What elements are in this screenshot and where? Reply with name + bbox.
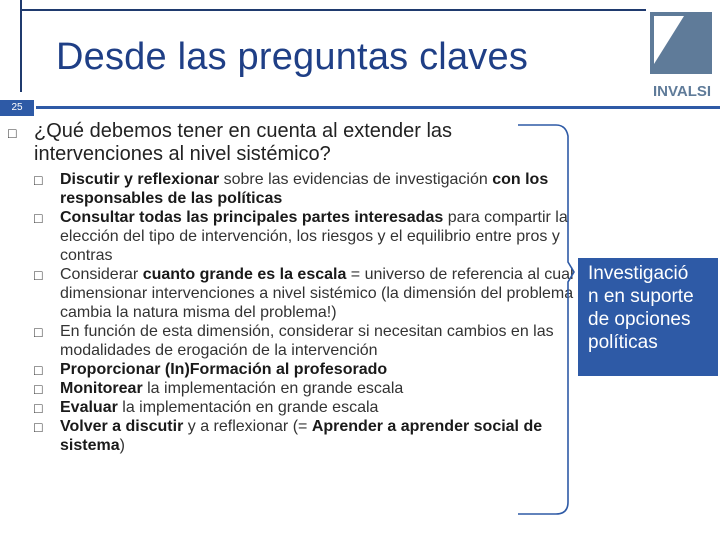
bullet-item [34,379,579,398]
bullet-text: para compartir la elección del tipo de intervención, los riesgos y el equilibrio entre pros y contras [60,209,568,264]
frame-top-line [20,9,646,11]
frame-left-line [20,0,22,92]
bullet-square-icon: □ [34,172,43,188]
bullet-item [34,398,579,417]
bullet-text: En función de esta dimensión, considerar si necesitan cambios en las modalidades de erogación de la intervención [60,323,554,359]
bullet-item [34,417,579,455]
main-question: ¿Qué debemos tener en cuenta al extender las intervenciones al nivel sistémico? [34,120,453,165]
separator-line [36,106,720,109]
slide-number: 25 [0,100,34,116]
bracket-connector [516,122,576,522]
bullet-square-icon: □ [8,125,17,141]
bullet-square-icon: □ [34,400,43,416]
bold-text: Volver a discutir [60,418,184,435]
callout-line: n en suporte [588,286,694,307]
bullet-square-icon: □ [34,267,43,283]
bold-text: Aprender a aprender social de sistema [60,418,543,454]
bullet-text: la implementación en grande escala [142,380,404,397]
bold-text: Proporcionar (In)Formación al profesorado [60,361,388,378]
slide-title: Desde las preguntas claves [56,36,529,78]
logo-text: INVALSI [652,83,712,100]
bullet-item [34,322,579,360]
bullet-list [34,170,579,455]
bullet-square-icon: □ [34,210,43,226]
bullet-square-icon: □ [34,419,43,435]
callout-box [578,258,718,376]
bold-text: Consultar todas las principales partes interesadas [60,209,444,226]
bullet-square-icon: □ [34,362,43,378]
callout-line: Investigació [588,263,689,284]
bullet-text: sobre las evidencias de investigación [219,171,493,188]
bullet-text: la implementación en grande escala [117,399,379,416]
invalsi-logo [648,12,716,100]
bullet-item [34,170,579,208]
bullet-item [34,360,579,379]
bold-text: cuanto grande es la escala [142,266,347,283]
bold-text: Discutir y reflexionar [60,171,220,188]
bullet-square-icon: □ [34,381,43,397]
bold-text: Monitorear [60,380,143,397]
bold-text: Evaluar [60,399,118,416]
callout-line: de opciones [588,309,691,330]
bullet-text: Considerar [60,266,143,283]
bullet-item [34,208,579,265]
bullet-text: = universo de referencia al cual dimensionar intervenciones a nivel sistémico (la dimensión del problema cambia la natura misma del problema!) [60,266,574,321]
bullet-square-icon: □ [34,324,43,340]
bold-text: con los responsables de las políticas [60,171,549,207]
bullet-item [34,265,579,322]
bullet-text: y a reflexionar (= [183,418,312,435]
callout-line: políticas [588,332,658,353]
bullet-text: ) [119,437,125,454]
